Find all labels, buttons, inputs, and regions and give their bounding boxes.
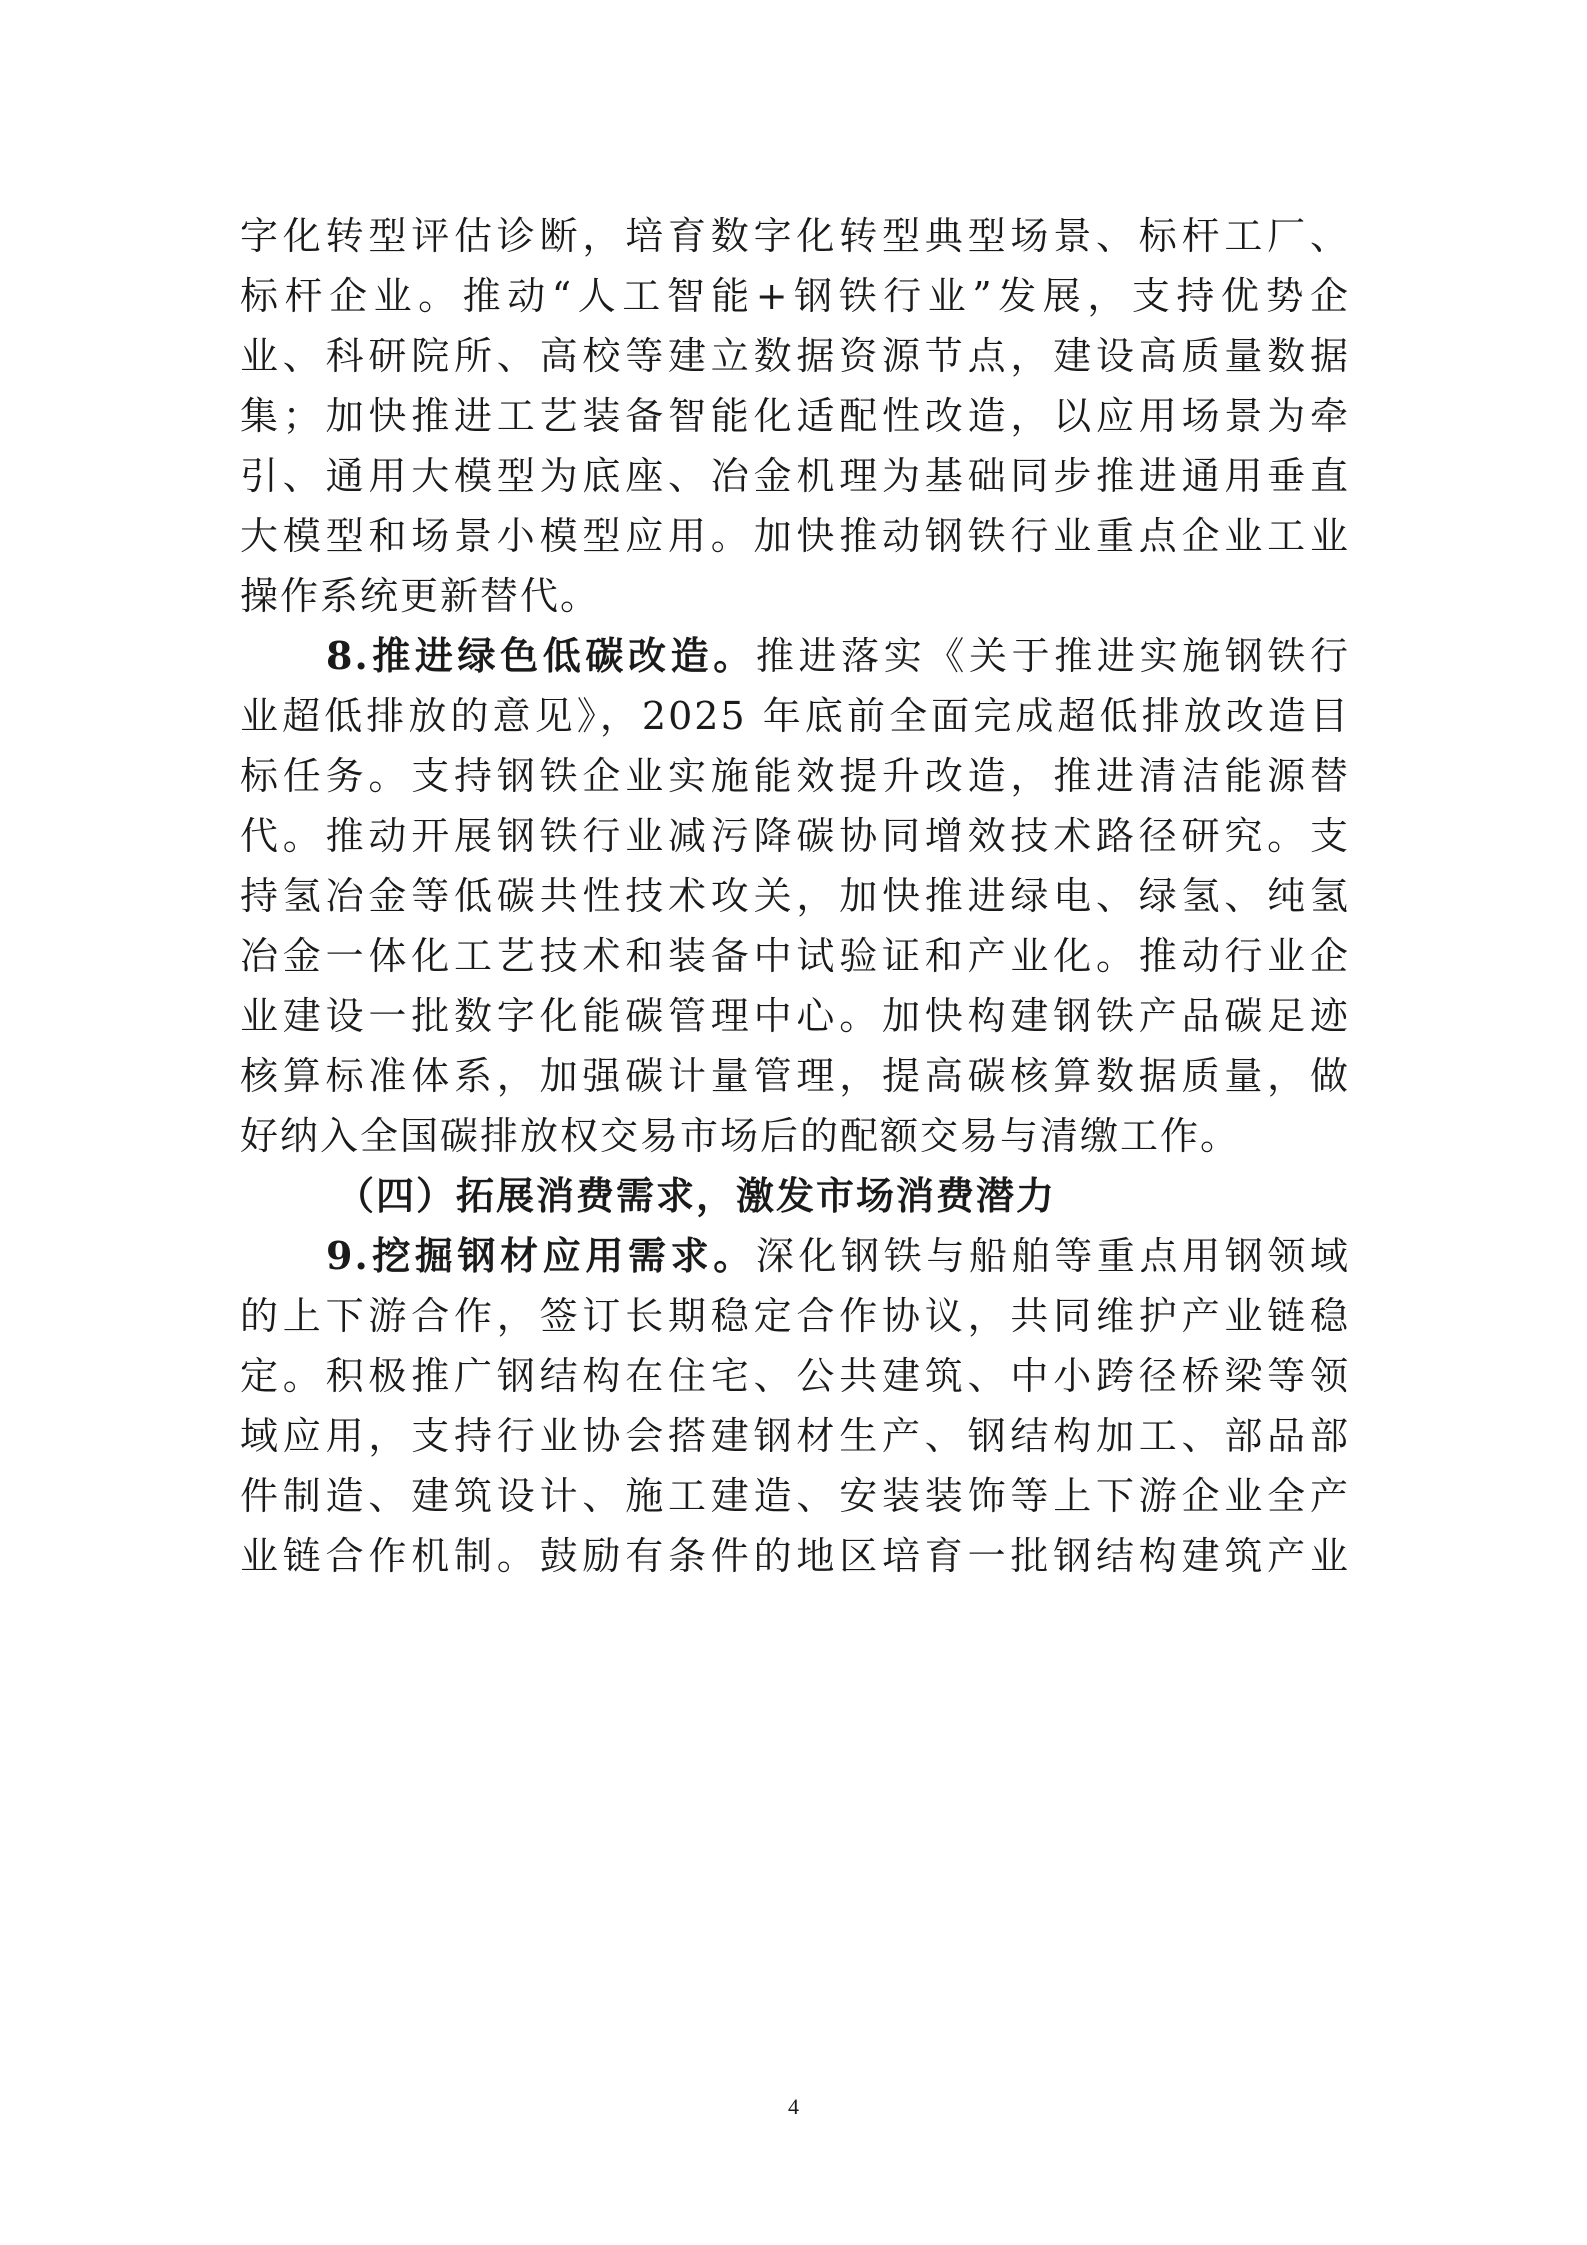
paragraph-9-title: 9.挖掘钢材应用需求。 — [326, 1233, 756, 1278]
text-line: 操作系统更新替代。 — [240, 574, 601, 618]
paragraph-9-first-line — [326, 1226, 1350, 1286]
text-line: 核算标准体系，加强碳计量管理，提高碳核算数据质量，做 — [240, 1054, 1350, 1098]
text-line: 域应用，支持行业协会搭建钢材生产、钢结构加工、部品部 — [240, 1414, 1350, 1458]
text-line: 的上下游合作，签订长期稳定合作协议，共同维护产业链稳 — [240, 1294, 1350, 1338]
section-heading: （四）拓展消费需求，激发市场消费潜力 — [336, 1173, 1057, 1218]
text-line: 代。推动开展钢铁行业减污降碳协同增效技术路径研究。支 — [240, 814, 1350, 858]
text-line: 好纳入全国碳排放权交易市场后的配额交易与清缴工作。 — [240, 1114, 1241, 1158]
text-line: 冶金一体化工艺技术和装备中试验证和产业化。推动行业企 — [240, 934, 1350, 978]
text-line: 业超低排放的意见》，2025 年底前全面完成超低排放改造目 — [240, 694, 1350, 738]
text-line: 持氢冶金等低碳共性技术攻关，加快推进绿电、绿氢、纯氢 — [240, 874, 1350, 918]
text-line: 业链合作机制。鼓励有条件的地区培育一批钢结构建筑产业 — [240, 1534, 1350, 1578]
text-line: 标任务。支持钢铁企业实施能效提升改造，推进清洁能源替 — [240, 754, 1350, 798]
paragraph-8-first-line-text: 推进落实《关于推进实施钢铁行 — [755, 634, 1350, 678]
text-line: 定。积极推广钢结构在住宅、公共建筑、中小跨径桥梁等领 — [240, 1354, 1350, 1398]
text-line: 引、通用大模型为底座、冶金机理为基础同步推进通用垂直 — [240, 454, 1350, 498]
text-line: 业、科研院所、高校等建立数据资源节点，建设高质量数据 — [240, 334, 1350, 378]
text-line: 标杆企业。推动“人工智能+钢铁行业”发展，支持优势企 — [240, 274, 1350, 318]
paragraph-9-first-line-text: 深化钢铁与船舶等重点用钢领域 — [755, 1234, 1350, 1278]
text-line: 字化转型评估诊断，培育数字化转型典型场景、标杆工厂、 — [240, 214, 1350, 258]
text-line: 业建设一批数字化能碳管理中心。加快构建钢铁产品碳足迹 — [240, 994, 1350, 1038]
paragraph-8-first-line — [326, 626, 1350, 686]
text-line: 大模型和场景小模型应用。加快推动钢铁行业重点企业工业 — [240, 514, 1350, 558]
page-number: 4 — [788, 2094, 799, 2119]
text-line: 集；加快推进工艺装备智能化适配性改造，以应用场景为牵 — [240, 394, 1350, 438]
text-line: 件制造、建筑设计、施工建造、安装装饰等上下游企业全产 — [240, 1474, 1350, 1518]
paragraph-8-title: 8.推进绿色低碳改造。 — [326, 633, 756, 678]
